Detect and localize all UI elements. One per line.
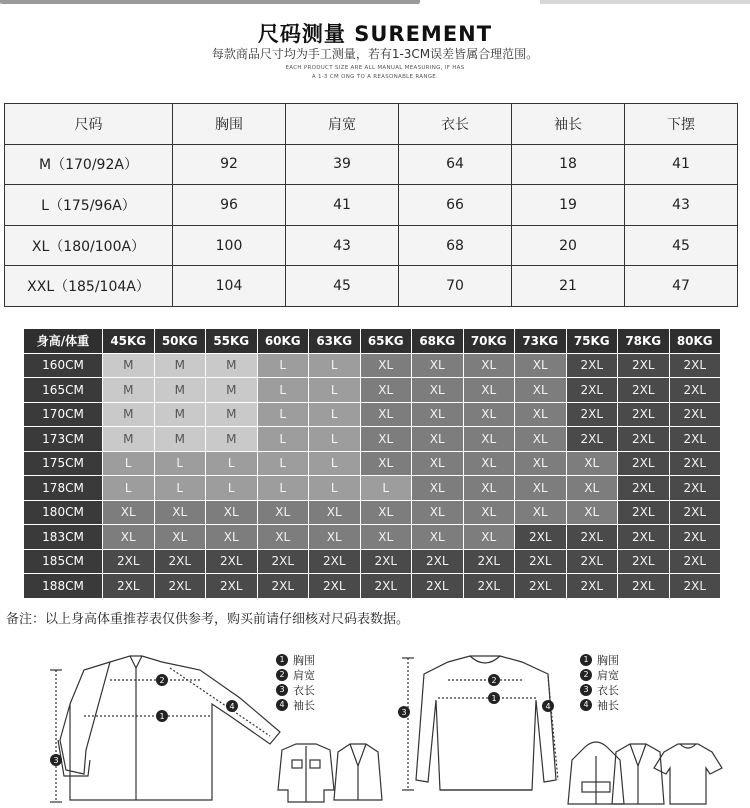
recommended-size-cell: 2XL bbox=[670, 354, 721, 378]
footnote: 备注：以上身高体重推荐表仅供参考，购买前请仔细核对尺码表数据。 bbox=[6, 612, 410, 627]
size-header-cell: 肩宽 bbox=[286, 104, 399, 145]
height-label-cell: 188CM bbox=[24, 574, 102, 598]
size-table bbox=[4, 103, 738, 307]
legend-number: 2 bbox=[580, 669, 592, 681]
recommended-size-cell: 2XL bbox=[515, 525, 566, 549]
recommended-size-cell: XL bbox=[361, 452, 412, 476]
legend-item bbox=[580, 667, 619, 682]
recommended-size-cell: XL bbox=[567, 476, 618, 500]
recommended-size-cell: 2XL bbox=[618, 403, 669, 427]
size-cell: XL（180/100A） bbox=[5, 225, 173, 266]
recommended-size-cell: 2XL bbox=[670, 476, 721, 500]
recommended-size-cell: M bbox=[206, 427, 257, 451]
size-cell: 104 bbox=[173, 266, 286, 307]
recommended-size-cell: XL bbox=[464, 427, 515, 451]
recommended-size-cell: M bbox=[206, 403, 257, 427]
marker-2-left-text: 2 bbox=[159, 676, 165, 685]
recommended-size-cell: XL bbox=[464, 354, 515, 378]
recommended-size-cell: XL bbox=[515, 476, 566, 500]
legend-label: 袖长 bbox=[597, 698, 619, 712]
table-row bbox=[5, 185, 738, 226]
size-cell: 92 bbox=[173, 144, 286, 185]
legend-label: 肩宽 bbox=[597, 668, 619, 682]
recommended-size-cell: L bbox=[155, 452, 206, 476]
weight-header-cell: 60KG bbox=[258, 329, 309, 353]
recommended-size-cell: L bbox=[103, 476, 154, 500]
weight-header-cell: 75KG bbox=[567, 329, 618, 353]
recommended-size-cell: L bbox=[258, 354, 309, 378]
blazer-icon bbox=[334, 744, 382, 800]
size-header-cell: 尺码 bbox=[5, 104, 173, 145]
size-header-cell: 下摆 bbox=[625, 104, 738, 145]
weight-table-body bbox=[24, 354, 720, 598]
size-cell: 100 bbox=[173, 225, 286, 266]
recommended-size-cell: XL bbox=[412, 501, 463, 525]
recommended-size-cell: 2XL bbox=[567, 378, 618, 402]
table-row bbox=[5, 144, 738, 185]
legend-item bbox=[580, 652, 619, 667]
legend-number: 2 bbox=[276, 669, 288, 681]
size-cell: 64 bbox=[399, 144, 512, 185]
recommended-size-cell: 2XL bbox=[670, 403, 721, 427]
table-row bbox=[24, 550, 720, 574]
recommended-size-cell: XL bbox=[515, 501, 566, 525]
marker-1-left-text: 1 bbox=[159, 712, 165, 721]
recommended-size-cell: XL bbox=[258, 525, 309, 549]
recommended-size-cell: 2XL bbox=[567, 550, 618, 574]
recommended-size-cell: 2XL bbox=[618, 574, 669, 598]
recommended-size-cell: 2XL bbox=[618, 525, 669, 549]
recommended-size-cell: 2XL bbox=[361, 574, 412, 598]
recommended-size-cell: 2XL bbox=[618, 354, 669, 378]
recommended-size-cell: 2XL bbox=[567, 574, 618, 598]
size-cell: 43 bbox=[286, 225, 399, 266]
size-cell: 41 bbox=[286, 185, 399, 226]
illustration-svg bbox=[0, 640, 750, 808]
marker-1-left bbox=[156, 710, 168, 722]
weight-header-cell: 78KG bbox=[618, 329, 669, 353]
table-row bbox=[5, 225, 738, 266]
height-label-cell: 178CM bbox=[24, 476, 102, 500]
size-cell: 45 bbox=[625, 225, 738, 266]
recommended-size-cell: XL bbox=[412, 378, 463, 402]
legend-item bbox=[276, 697, 315, 712]
legend-right bbox=[580, 652, 619, 712]
recommended-size-cell: L bbox=[258, 476, 309, 500]
recommended-size-cell: M bbox=[206, 354, 257, 378]
table-row bbox=[24, 525, 720, 549]
recommended-size-cell: 2XL bbox=[515, 550, 566, 574]
size-cell: 18 bbox=[512, 144, 625, 185]
recommended-size-cell: 2XL bbox=[155, 574, 206, 598]
table-row bbox=[24, 452, 720, 476]
weight-header-cell: 55KG bbox=[206, 329, 257, 353]
weight-header-cell: 50KG bbox=[155, 329, 206, 353]
height-label-cell: 183CM bbox=[24, 525, 102, 549]
recommended-size-cell: 2XL bbox=[670, 550, 721, 574]
recommended-size-cell: XL bbox=[412, 403, 463, 427]
recommended-size-cell: XL bbox=[361, 378, 412, 402]
height-label-cell: 165CM bbox=[24, 378, 102, 402]
top-strip bbox=[0, 0, 750, 8]
table-row bbox=[5, 266, 738, 307]
recommended-size-cell: M bbox=[103, 403, 154, 427]
marker-4-right-text: 4 bbox=[545, 702, 551, 711]
recommended-size-cell: 2XL bbox=[618, 476, 669, 500]
weight-table-corner: 身高/体重 bbox=[24, 329, 102, 353]
recommended-size-cell: M bbox=[206, 378, 257, 402]
recommended-size-cell: XL bbox=[412, 476, 463, 500]
size-cell: XXL（185/104A） bbox=[5, 266, 173, 307]
recommended-size-cell: XL bbox=[309, 501, 360, 525]
legend-number: 3 bbox=[276, 684, 288, 696]
recommended-size-cell: 2XL bbox=[103, 574, 154, 598]
sweater-diagram-icon bbox=[402, 656, 558, 790]
size-cell: 39 bbox=[286, 144, 399, 185]
page-subtitle: 每款商品尺寸均为手工测量，若有1-3CM误差皆属合理范围。 bbox=[211, 47, 539, 61]
recommended-size-cell: 2XL bbox=[258, 550, 309, 574]
table-row bbox=[24, 476, 720, 500]
recommended-size-cell: L bbox=[361, 476, 412, 500]
table-row bbox=[24, 427, 720, 451]
top-strip-left bbox=[0, 0, 420, 4]
recommended-size-cell: L bbox=[258, 452, 309, 476]
marker-4-left bbox=[226, 700, 238, 712]
recommended-size-cell: XL bbox=[412, 525, 463, 549]
page-title: 尺码测量 SUREMENT bbox=[257, 22, 493, 46]
recommended-size-cell: XL bbox=[412, 452, 463, 476]
recommended-size-cell: 2XL bbox=[567, 427, 618, 451]
size-cell: 47 bbox=[625, 266, 738, 307]
weight-table-header bbox=[24, 329, 720, 353]
english-note bbox=[0, 64, 750, 82]
recommended-size-cell: XL bbox=[464, 378, 515, 402]
recommended-size-cell: 2XL bbox=[567, 403, 618, 427]
recommended-size-cell: 2XL bbox=[618, 452, 669, 476]
english-note-line1: EACH PRODUCT SIZE ARE ALL MANUAL MEASURING, IF HAS bbox=[285, 65, 465, 71]
recommended-size-cell: 2XL bbox=[618, 378, 669, 402]
top-strip-right bbox=[540, 0, 750, 4]
recommended-size-cell: XL bbox=[464, 452, 515, 476]
recommended-size-cell: 2XL bbox=[258, 574, 309, 598]
recommended-size-cell: XL bbox=[567, 452, 618, 476]
recommended-size-cell: L bbox=[206, 476, 257, 500]
recommended-size-cell: L bbox=[309, 354, 360, 378]
legend-label: 衣长 bbox=[597, 683, 619, 697]
recommended-size-cell: XL bbox=[206, 525, 257, 549]
legend-number: 1 bbox=[580, 654, 592, 666]
size-cell: 96 bbox=[173, 185, 286, 226]
size-header-cell: 袖长 bbox=[512, 104, 625, 145]
recommended-size-cell: 2XL bbox=[567, 525, 618, 549]
cardigan-icon bbox=[612, 744, 664, 804]
recommended-size-cell: XL bbox=[515, 403, 566, 427]
recommended-size-cell: 2XL bbox=[618, 501, 669, 525]
recommended-size-cell: M bbox=[155, 354, 206, 378]
marker-2-right-text: 2 bbox=[491, 676, 497, 685]
recommended-size-cell: M bbox=[103, 354, 154, 378]
recommended-size-cell: XL bbox=[567, 501, 618, 525]
height-label-cell: 173CM bbox=[24, 427, 102, 451]
weight-header-cell: 70KG bbox=[464, 329, 515, 353]
english-note-line2: A 1-3 CM ONG TO A REASONABLE RANGE. bbox=[311, 74, 439, 80]
recommended-size-cell: 2XL bbox=[412, 550, 463, 574]
recommended-size-cell: XL bbox=[361, 354, 412, 378]
marker-4-left-text: 4 bbox=[229, 702, 235, 711]
recommended-size-cell: L bbox=[103, 452, 154, 476]
hoodie-icon bbox=[568, 742, 624, 804]
marker-4-right bbox=[542, 700, 554, 712]
size-cell: 68 bbox=[399, 225, 512, 266]
recommended-size-cell: 2XL bbox=[618, 550, 669, 574]
marker-3-left bbox=[50, 754, 62, 766]
recommended-size-cell: 2XL bbox=[670, 574, 721, 598]
weight-header-cell: 63KG bbox=[309, 329, 360, 353]
marker-3-left-text: 3 bbox=[53, 756, 59, 765]
recommended-size-cell: XL bbox=[464, 501, 515, 525]
recommended-size-cell: XL bbox=[464, 476, 515, 500]
weight-header-cell: 80KG bbox=[670, 329, 721, 353]
recommended-size-cell: 2XL bbox=[464, 574, 515, 598]
legend-number: 3 bbox=[580, 684, 592, 696]
recommended-size-cell: XL bbox=[464, 403, 515, 427]
recommended-size-cell: 2XL bbox=[464, 550, 515, 574]
height-label-cell: 160CM bbox=[24, 354, 102, 378]
table-row bbox=[24, 354, 720, 378]
size-cell: 41 bbox=[625, 144, 738, 185]
measurement-illustration bbox=[0, 640, 750, 808]
marker-2-left bbox=[156, 674, 168, 686]
legend-item bbox=[276, 652, 315, 667]
recommended-size-cell: 2XL bbox=[361, 550, 412, 574]
table-row bbox=[24, 574, 720, 598]
recommended-size-cell: 2XL bbox=[309, 550, 360, 574]
recommended-size-cell: M bbox=[155, 403, 206, 427]
recommended-size-cell: XL bbox=[155, 525, 206, 549]
recommended-size-cell: XL bbox=[412, 427, 463, 451]
legend-label: 胸围 bbox=[293, 653, 315, 667]
size-cell: 45 bbox=[286, 266, 399, 307]
recommended-size-cell: XL bbox=[258, 501, 309, 525]
recommended-size-cell: 2XL bbox=[412, 574, 463, 598]
size-header-cell: 胸围 bbox=[173, 104, 286, 145]
table-row bbox=[24, 403, 720, 427]
marker-1-right-text: 1 bbox=[491, 694, 497, 703]
legend-label: 衣长 bbox=[293, 683, 315, 697]
recommended-size-cell: L bbox=[309, 452, 360, 476]
table-row bbox=[24, 501, 720, 525]
recommended-size-cell: M bbox=[155, 427, 206, 451]
legend-item bbox=[580, 697, 619, 712]
recommended-size-cell: L bbox=[309, 427, 360, 451]
recommended-size-cell: XL bbox=[206, 501, 257, 525]
legend-label: 肩宽 bbox=[293, 668, 315, 682]
size-cell: 20 bbox=[512, 225, 625, 266]
legend-label: 袖长 bbox=[293, 698, 315, 712]
recommended-size-cell: XL bbox=[361, 525, 412, 549]
recommended-size-cell: XL bbox=[103, 525, 154, 549]
size-cell: 66 bbox=[399, 185, 512, 226]
height-label-cell: 180CM bbox=[24, 501, 102, 525]
legend-item bbox=[276, 682, 315, 697]
height-label-cell: 185CM bbox=[24, 550, 102, 574]
recommended-size-cell: XL bbox=[155, 501, 206, 525]
legend-label: 胸围 bbox=[597, 653, 619, 667]
recommended-size-cell: L bbox=[309, 476, 360, 500]
size-cell: 43 bbox=[625, 185, 738, 226]
height-label-cell: 175CM bbox=[24, 452, 102, 476]
legend-item bbox=[580, 682, 619, 697]
size-header-cell: 衣长 bbox=[399, 104, 512, 145]
recommended-size-cell: L bbox=[258, 427, 309, 451]
weight-header-cell: 45KG bbox=[103, 329, 154, 353]
weight-header-cell: 65KG bbox=[361, 329, 412, 353]
size-cell: L（175/96A） bbox=[5, 185, 173, 226]
recommended-size-cell: XL bbox=[361, 501, 412, 525]
recommended-size-cell: 2XL bbox=[670, 525, 721, 549]
recommended-size-cell: XL bbox=[515, 378, 566, 402]
recommended-size-cell: 2XL bbox=[618, 427, 669, 451]
recommended-size-cell: XL bbox=[515, 354, 566, 378]
recommended-size-cell: XL bbox=[515, 452, 566, 476]
recommended-size-cell: L bbox=[258, 403, 309, 427]
recommended-size-cell: 2XL bbox=[155, 550, 206, 574]
recommended-size-cell: 2XL bbox=[670, 452, 721, 476]
legend-number: 4 bbox=[276, 699, 288, 711]
size-cell: M（170/92A） bbox=[5, 144, 173, 185]
recommended-size-cell: 2XL bbox=[670, 501, 721, 525]
recommended-size-cell: L bbox=[309, 403, 360, 427]
recommended-size-cell: L bbox=[155, 476, 206, 500]
legend-number: 1 bbox=[276, 654, 288, 666]
legend-left bbox=[276, 652, 315, 712]
marker-3-right-text: 3 bbox=[401, 708, 407, 717]
table-row bbox=[24, 378, 720, 402]
recommended-size-cell: 2XL bbox=[515, 574, 566, 598]
recommended-size-cell: 2XL bbox=[206, 550, 257, 574]
weight-header-cell: 68KG bbox=[412, 329, 463, 353]
height-label-cell: 170CM bbox=[24, 403, 102, 427]
weight-header-cell: 73KG bbox=[515, 329, 566, 353]
legend-item bbox=[276, 667, 315, 682]
recommended-size-cell: M bbox=[103, 427, 154, 451]
size-cell: 70 bbox=[399, 266, 512, 307]
recommended-size-cell: XL bbox=[361, 427, 412, 451]
recommended-size-cell: XL bbox=[464, 525, 515, 549]
tshirt-icon bbox=[654, 744, 722, 804]
recommended-size-cell: 2XL bbox=[309, 574, 360, 598]
marker-1-right bbox=[488, 692, 500, 704]
recommended-size-cell: M bbox=[103, 378, 154, 402]
recommended-size-cell: 2XL bbox=[670, 378, 721, 402]
size-cell: 21 bbox=[512, 266, 625, 307]
recommended-size-cell: XL bbox=[515, 427, 566, 451]
weight-table bbox=[23, 328, 721, 599]
recommended-size-cell: L bbox=[309, 378, 360, 402]
size-cell: 19 bbox=[512, 185, 625, 226]
denim-jacket-icon bbox=[278, 744, 334, 802]
recommended-size-cell: 2XL bbox=[670, 427, 721, 451]
recommended-size-cell: L bbox=[206, 452, 257, 476]
size-table-header bbox=[5, 104, 738, 145]
recommended-size-cell: 2XL bbox=[103, 550, 154, 574]
recommended-size-cell: XL bbox=[103, 501, 154, 525]
marker-3-right bbox=[398, 706, 410, 718]
recommended-size-cell: 2XL bbox=[567, 354, 618, 378]
marker-2-right bbox=[488, 674, 500, 686]
recommended-size-cell: XL bbox=[361, 403, 412, 427]
recommended-size-cell: L bbox=[258, 378, 309, 402]
recommended-size-cell: XL bbox=[309, 525, 360, 549]
recommended-size-cell: 2XL bbox=[206, 574, 257, 598]
legend-number: 4 bbox=[580, 699, 592, 711]
recommended-size-cell: XL bbox=[412, 354, 463, 378]
recommended-size-cell: M bbox=[155, 378, 206, 402]
